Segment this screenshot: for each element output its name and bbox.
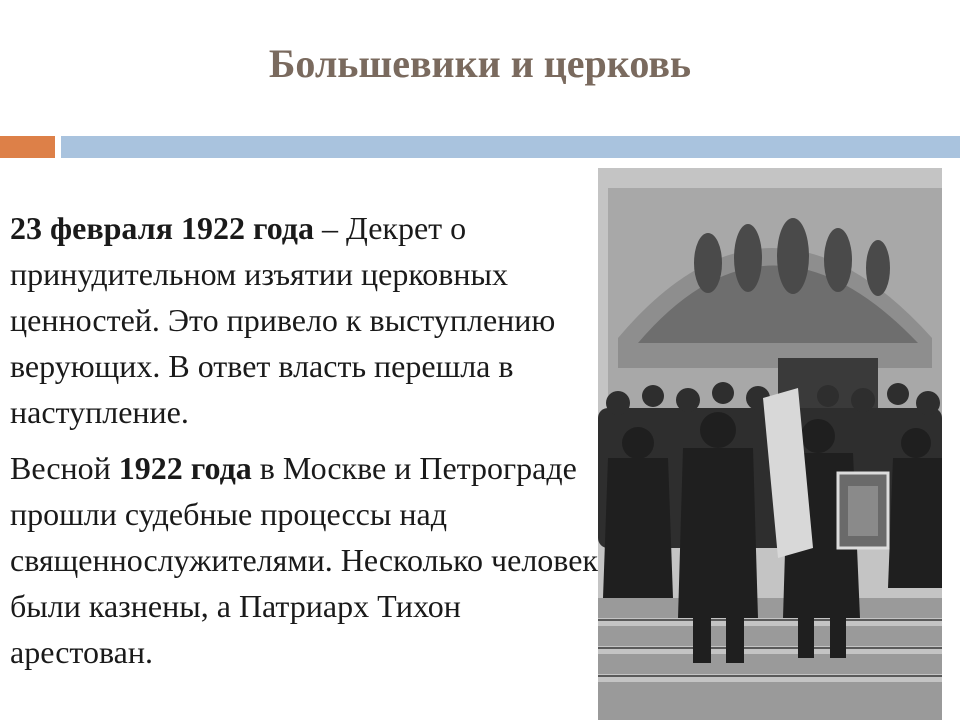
slide-title: Большевики и церковь [268,41,692,86]
paragraph-2-text: в Москве и Петрограде прошли судебные процессы над священнослужителями. Несколько человек были казнены, а Патриарх Тихон арестован. [10,450,598,670]
paragraph-1-text: – Декрет о принудительном изъятии церковных ценностей. Это привело к выступлению верующих. В ответ власть перешла в наступление. [10,210,556,430]
slide-body [10,205,610,685]
accent-bar-orange [0,136,55,158]
paragraph-2 [10,445,610,675]
accent-bar-blue [61,136,960,158]
year-highlight: 1922 года [118,450,252,486]
historical-photo [598,168,942,720]
paragraph-1 [10,205,610,435]
date-highlight: 23 февраля 1922 года [10,210,314,246]
paragraph-2-intro: Весной [10,450,119,486]
